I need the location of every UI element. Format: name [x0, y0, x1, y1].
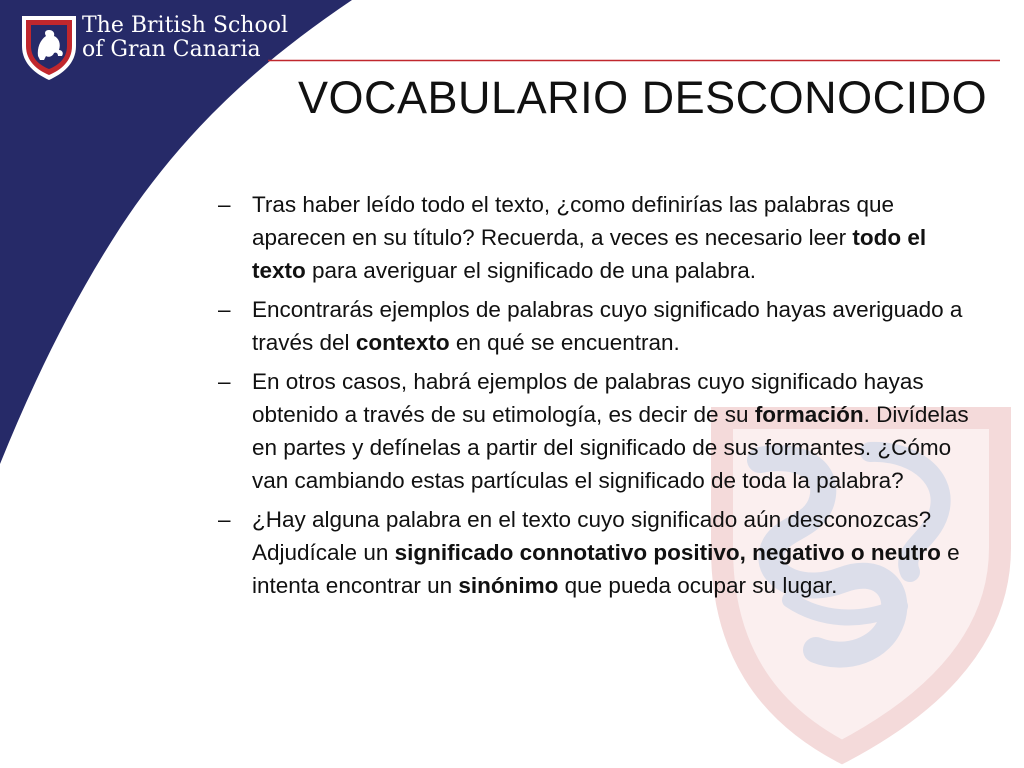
- text-segment: para averiguar el significado de una palabra.: [305, 258, 757, 283]
- bullet-text: [252, 369, 969, 493]
- bold-segment: significado connotativo positivo, negativo o neutro: [394, 540, 941, 565]
- text-segment: que pueda ocupar su lugar.: [558, 573, 838, 598]
- text-segment: Encontrarás ejemplos de palabras cuyo significado hayas averiguado a través del: [252, 297, 963, 355]
- text-segment: Tras haber leído todo el texto, ¿como definirías las palabras que aparecen en su título? Recuerda, a veces es necesario leer: [252, 192, 895, 250]
- school-name-line2: of Gran Canaria: [82, 37, 261, 62]
- bold-segment: contexto: [355, 330, 450, 355]
- bullet-item-3: [218, 365, 978, 497]
- bullet-item-4: [218, 503, 978, 602]
- bullet-item-2: [218, 293, 978, 359]
- dash-bullet-icon: –: [218, 507, 231, 532]
- slide-title: VOCABULARIO DESCONOCIDO: [298, 72, 988, 123]
- text-segment: . Divídelas en partes y defínelas a partir del significado de sus formantes. ¿Cómo van cambiando estas partículas el significado de toda la palabra?: [252, 402, 969, 493]
- bullet-text: [252, 507, 960, 598]
- bullet-item-1: [218, 188, 978, 287]
- bold-segment: todo el texto: [252, 225, 927, 283]
- lion-shield-icon: [18, 12, 80, 82]
- text-segment: ¿Hay alguna palabra en el texto cuyo significado aún desconozcas? Adjudícale un: [252, 507, 932, 565]
- bullet-text: [252, 297, 962, 355]
- text-segment: en qué se encuentran.: [449, 330, 680, 355]
- bullet-text: [252, 192, 926, 283]
- bold-segment: formación: [754, 402, 864, 427]
- dash-bullet-icon: –: [218, 297, 231, 322]
- dash-bullet-icon: –: [218, 192, 231, 217]
- bold-segment: sinónimo: [458, 573, 559, 598]
- text-segment: En otros casos, habrá ejemplos de palabras cuyo significado hayas obtenido a través de su etimología, es decir de su: [252, 369, 924, 427]
- bullet-list: [218, 188, 978, 608]
- dash-bullet-icon: –: [218, 369, 231, 394]
- text-segment: e intenta encontrar un: [252, 540, 960, 598]
- school-name: [82, 14, 288, 62]
- school-name-line1: The British School: [82, 13, 288, 38]
